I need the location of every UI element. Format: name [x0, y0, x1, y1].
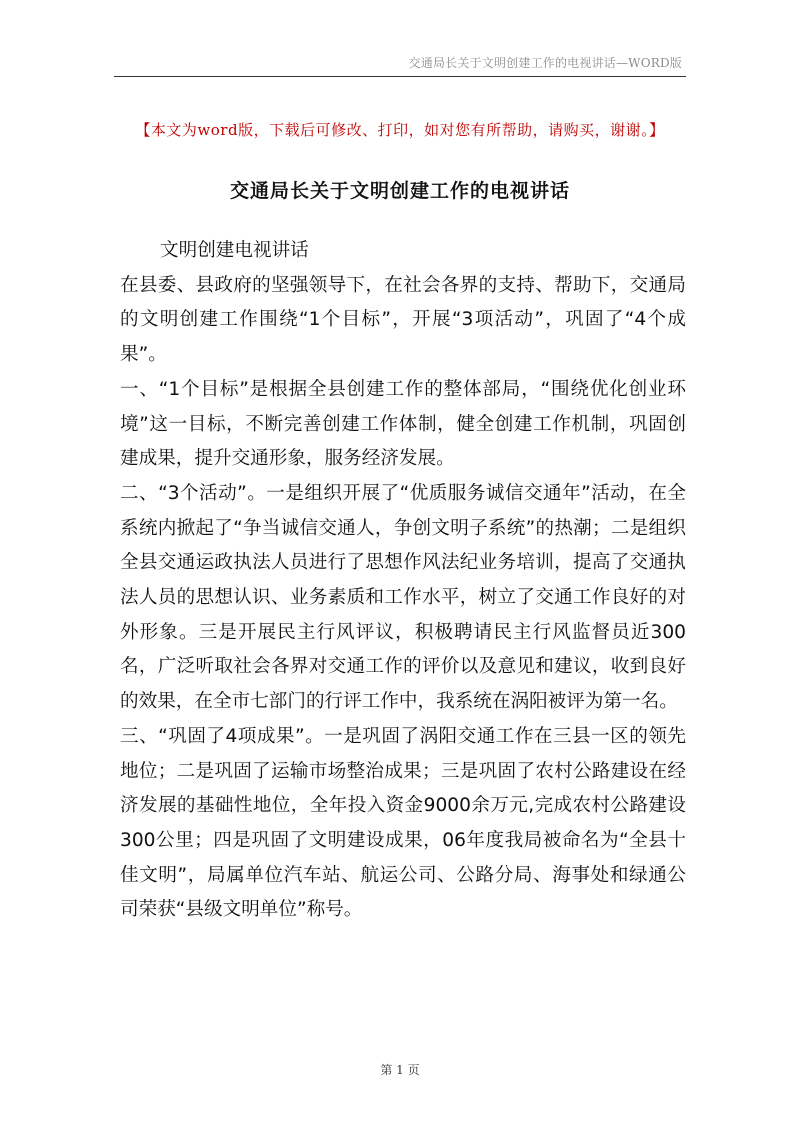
header-divider: [114, 76, 686, 77]
page-number: 第 1 页: [380, 1063, 420, 1077]
download-notice: 【本文为word版，下载后可修改、打印，如对您有所帮助，请购买，谢谢。】: [135, 121, 665, 139]
paragraph-achievements: 三、“巩固了4项成果”。一是巩固了涡阳交通工作在三县一区的领先地位；二是巩固了运输市场整治成果；三是巩固了农村公路建设在经济发展的基础性地位，全年投入资金9000余万元,完成农村公路建设300公里；四是巩固了文明建设成果，06年度我局被命名为“全县十佳文明”，局属单位汽车站、航运公司、公路分局、海事处和绿通公司荣获“县级文明单位”称号。: [120, 725, 686, 921]
running-header: 交通局长关于文明创建工作的电视讲话—WORD版: [408, 56, 682, 70]
document-title: 交通局长关于文明创建工作的电视讲话: [229, 180, 570, 202]
paragraph-intro: 在县委、县政府的坚强领导下，在社会各界的支持、帮助下，交通局的文明创建工作围绕“1个目标”，开展“3项活动”，巩固了“4个成果”。: [120, 274, 686, 366]
paragraph-activities: 二、“3个活动”。一是组织开展了“优质服务诚信交通年”活动，在全系统内掀起了“争当诚信交通人，争创文明子系统”的热潮；二是组织全县交通运政执法人员进行了思想作风法纪业务培训，提高了交通执法人员的思想认识、业务素质和工作水平，树立了交通工作良好的对外形象。三是开展民主行风评议，积极聘请民主行风监督员近300名，广泛听取社会各界对交通工作的评价以及意见和建议，收到良好的效果，在全市七部门的行评工作中，我系统在涡阳被评为第一名。: [120, 482, 686, 713]
paragraph-goal: 一、“1个目标”是根据全县创建工作的整体部局，“围绕优化创业环境”这一目标，不断完善创建工作体制，健全创建工作机制，巩固创建成果，提升交通形象，服务经济发展。: [120, 378, 686, 470]
document-body: [120, 234, 686, 928]
section-subheading: 文明创建电视讲话: [160, 240, 309, 261]
